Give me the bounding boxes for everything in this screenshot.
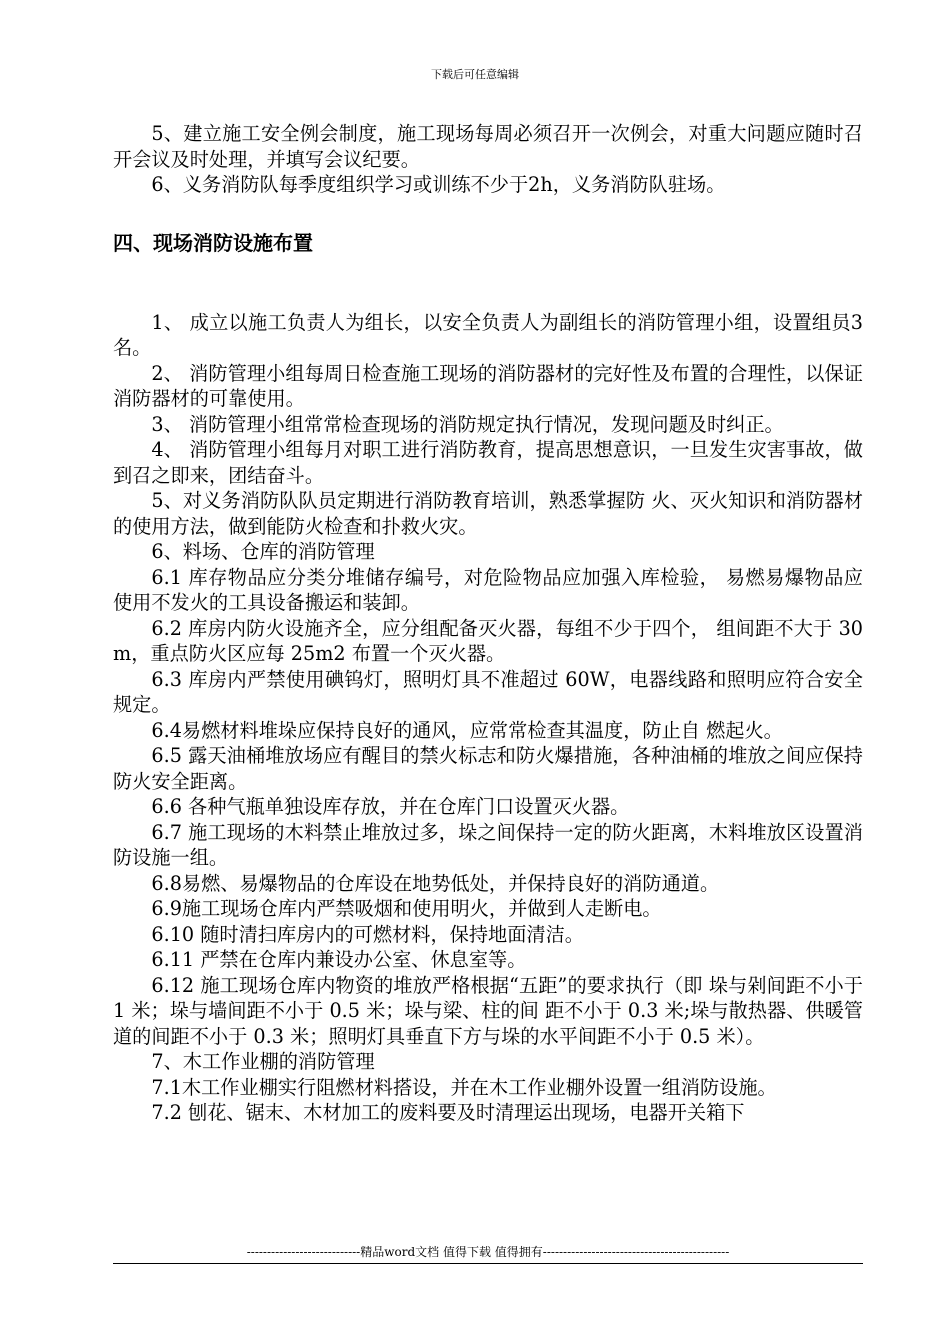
paragraph-6-7: 6.7 施工现场的木料禁止堆放过多，垛之间保持一定的防火距离，木料堆放区设置消防设施一组。 [113,820,863,869]
paragraph-6-1: 6.1 库存物品应分类分堆储存编号，对危险物品应加强入库检验， 易燃易爆物品应使用不发火的工具设备搬运和装卸。 [113,565,863,614]
document-body [113,121,863,1126]
paragraph-6-6: 6.6 各种气瓶单独设库存放，并在仓库门口设置灭火器。 [151,795,630,818]
section-heading: 四、现场消防设施布置 [113,230,313,255]
paragraph-6: 6、料场、仓库的消防管理 [151,540,375,563]
paragraph-6-11: 6.11 严禁在仓库内兼设办公室、休息室等。 [151,948,527,971]
paragraph-7-1: 7.1木工作业棚实行阻燃材料搭设，并在木工作业棚外设置一组消防设施。 [151,1075,777,1099]
footer-divider [113,1263,863,1264]
paragraph-2: 2、 消防管理小组每周日检查施工现场的消防器材的完好性及布置的合理性，以保证消防器材的可靠使用。 [113,361,863,410]
page-footer [113,1244,863,1264]
paragraph-volunteer-training: 6、义务消防队每季度组织学习或训练不少于2h，义务消防队驻场。 [151,173,726,196]
paragraph-6-10: 6.10 随时清扫库房内的可燃材料，保持地面清洁。 [151,922,584,946]
paragraph-6-3: 6.3 库房内严禁使用碘钨灯，照明灯具不准超过 60W，电器线路和照明应符合安全规定。 [113,667,863,716]
paragraph-4: 4、 消防管理小组每月对职工进行消防教育，提高思想意识，一旦发生灾害事故，做到召之即来，团结奋斗。 [113,438,863,487]
footer-text: ----------------------------精品word文档 值得下载 值得拥有---------------------------------------------- [246,1245,730,1259]
paragraph-1: 1、 成立以施工负责人为组长，以安全负责人为副组长的消防管理小组，设置组员3名。 [113,310,863,359]
paragraph-7-2: 7.2 刨花、锯末、木材加工的废料要及时清理运出现场，电器开关箱下 [151,1101,745,1124]
paragraph-6-4: 6.4易燃材料堆垛应保持良好的通风，应常常检查其温度，防止自 燃起火。 [151,718,783,742]
paragraph-6-9: 6.9施工现场仓库内严禁吸烟和使用明火，并做到人走断电。 [151,897,662,920]
paragraph-3: 3、 消防管理小组常常检查现场的消防规定执行情况，发现问题及时纠正。 [151,412,784,436]
paragraph-6-8: 6.8易燃、易爆物品的仓库设在地势低处，并保持良好的消防通道。 [151,871,720,895]
page-header-note: 下载后可任意编辑 [431,68,519,81]
paragraph-6-5: 6.5 露天油桶堆放场应有醒目的禁火标志和防火爆措施，各种油桶的堆放之间应保持防火安全距离。 [113,744,863,793]
paragraph-5: 5、对义务消防队队员定期进行消防教育培训，熟悉掌握防 火、灭火知识和消防器材的使用方法，做到能防火检查和扑救火灾。 [113,489,863,538]
paragraph-meeting-system: 5、建立施工安全例会制度，施工现场每周必须召开一次例会，对重大问题应随时召开会议及时处理，并填写会议纪要。 [113,122,863,171]
paragraph-6-12: 6.12 施工现场仓库内物资的堆放严格根据“五距”的要求执行（即 垛与剁间距不小于 1 米；垛与墙间距不小于 0.5 米；垛与梁、柱的间 距不小于 0.3 米;垛与散热器、供暖管道的间距不小于 0.3 米；照明灯具垂直下方与垛的水平间距不小于 0.5 米）。 [113,973,863,1048]
paragraph-6-2: 6.2 库房内防火设施齐全，应分组配备灭火器，每组不少于四个， 组间距不大于 30m，重点防火区应每 25m2 布置一个灭火器。 [113,616,863,665]
paragraph-7: 7、木工作业棚的消防管理 [151,1050,375,1073]
